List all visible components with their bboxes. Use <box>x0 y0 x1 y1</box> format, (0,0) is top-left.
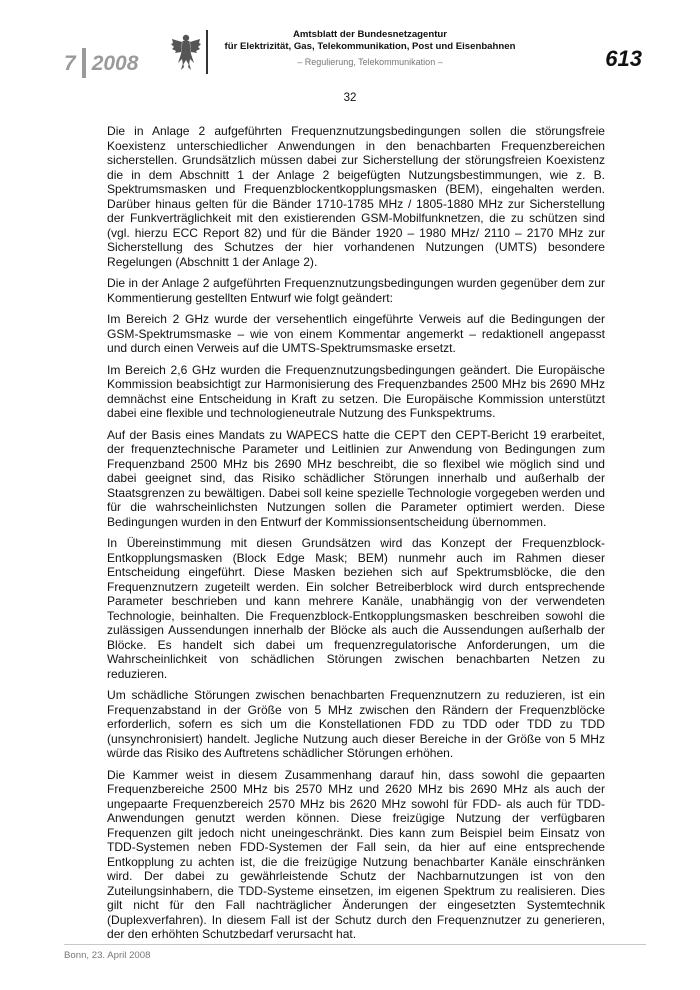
document-body <box>107 124 605 949</box>
paragraph: Auf der Basis eines Mandats zu WAPECS hatte die CEPT den CEPT-Bericht 19 erarbeitet, der frequenztechnische Parameter und Leitlinien zur Anwendung von Bedingungen zum Frequenzband 2500 MHz bis 2690 MHz beschreibt, die so flexibel wie möglich sind und dabei geeignet sind, das Risiko schädlicher Störungen innerhalb und außerhalb der Staatsgrenzen zu bewältigen. Dabei soll keine spezielle Technologie vorgegeben werden und für die wahrscheinlichsten Nutzungen sollen die Parameter optimiert werden. Diese Bedingungen wurden in den Entwurf der Kommissionsentscheidung übernommen. <box>107 427 605 529</box>
footer-place-date: Bonn, 23. April 2008 <box>64 950 151 961</box>
page-number: 613 <box>605 46 642 71</box>
header-divider <box>206 30 208 74</box>
paragraph: Die in Anlage 2 aufgeführten Frequenznutzungsbedingungen sollen die störungsfreie Koexistenz unterschiedlicher Anwendungen in den benachbarten Frequenzbereichen sicherstellen. Grundsätzlich müssen dabei zur Sicherstellung der störungsfreien Koexistenz die in dem Abschnitt 1 der Anlage 2 beigefügten Nutzungsbestimmungen, wie z. B. Spektrumsmasken und Frequenzblockentkopplungsmasken (BEM), eingehalten werden. Darüber hinaus gelten für die Bänder 1710-1785 MHz / 1805-1880 MHz zur Sicherstellung der Funkverträglichkeit mit den existierenden GSM-Mobilfunknetzen, die zu schützen sind (vgl. hierzu ECC Report 82) und für die Bänder 1920 – 1980 MHz/ 2110 – 2170 MHz zur Sicherstellung des Schutzes der hier vorhandenen Nutzungen (UMTS) besondere Regelungen (Abschnitt 1 der Anlage 2). <box>107 124 605 269</box>
footer-rule <box>64 944 646 945</box>
gazette-subtitle: – Regulierung, Telekommunikation – <box>297 57 443 67</box>
federal-eagle-icon <box>170 32 202 72</box>
gazette-title-line1: Amtsblatt der Bundesnetzagentur <box>292 29 448 40</box>
paragraph: Die in der Anlage 2 aufgeführten Frequenznutzungsbedingungen wurden gegenüber dem zur Kommentierung gestellten Entwurf wie folgt geändert: <box>107 276 605 305</box>
paragraph: In Übereinstimmung mit diesen Grundsätzen wird das Konzept der Frequenzblock-Entkopplungsmasken (Block Edge Mask; BEM) nunmehr auch im Rahmen dieser Entscheidung eingeführt. Diese Masken beziehen sich auf Spektrumsblöcke, die den Frequenznutzern zugeteilt werden. Ein solcher Betreiberblock wird durch entsprechende Parameter beschrieben und kann mehrere Kanäle, unabhängig von der verwendeten Technologie, beinhalten. Die Frequenzblock-Entkopplungsmasken beschreiben sowohl die zulässigen Aussendungen innerhalb der Blöcke als auch die Aussendungen außerhalb der Blöcke. Es handelt sich dabei um frequenzregulatorische Anforderungen, um die Wahrscheinlichkeit von schädlichen Störungen zwischen benachbarten Netzen zu reduzieren. <box>107 536 605 681</box>
inner-page-number: 32 <box>343 92 357 104</box>
gazette-title-line2: für Elektrizität, Gas, Telekommunikation, Post und Eisenbahnen <box>224 41 516 52</box>
paragraph: Um schädliche Störungen zwischen benachbarten Frequenznutzern zu reduzieren, ist ein Frequenzabstand in der Größe von 5 MHz zwischen den Rändern der Frequenzblöcke erforderlich, sofern es sich um die Konstellationen FDD zu TDD oder TDD zu TDD (unsynchronisiert) handelt. Jegliche Nutzung auch dieser Bereiche in der Größe von 5 MHz würde das Risiko des Auftretens schädlicher Störungen erhöhen. <box>107 688 605 760</box>
paragraph: Im Bereich 2,6 GHz wurden die Frequenznutzungsbedingungen geändert. Die Europäische Kommission beabsichtigt zur Harmonisierung des Frequenzbandes 2500 MHz bis 2690 MHz demnächst eine Entscheidung in Kraft zu setzen. Die Europäische Kommission unterstützt dabei eine flexible und technologieneutrale Nutzung des Funkspektrums. <box>107 362 605 420</box>
gazette-title <box>220 29 520 53</box>
paragraph: Die Kammer weist in diesem Zusammenhang darauf hin, dass sowohl die gepaarten Frequenzbereiche 2500 MHz bis 2570 MHz und 2620 MHz bis 2690 MHz als auch der ungepaarte Frequenzbereich 2570 MHz bis 2620 MHz sowohl für FDD- als auch für TDD-Anwendungen genutzt werden können. Diese freizügige Nutzung der verfügbaren Frequenzen gilt jedoch nicht uneingeschränkt. Dies kann zum Beispiel beim Einsatz von TDD-Systemen neben FDD-Systemen der Fall sein, da hier auf eine entsprechende Entkopplung zu achten ist, die die freizügige Nutzung benachbarter Kanäle einschränken wird. Der dabei zu gewährleistende Schutz der Nachbarnutzungen ist von den Zuteilungsinhabern, die TDD-Systeme einsetzen, im eigenen Spektrum zu realisieren. Dies gilt nicht für den Fall nachträglicher Änderungen der eingesetzten Systemtechnik (Duplexverfahren). In diesem Fall ist der Schutz durch den Frequenznutzer zu generieren, der den erhöhten Schutzbedarf verursacht hat. <box>107 767 605 941</box>
issue-divider <box>82 48 86 78</box>
issue-year: 2008 <box>91 51 139 75</box>
paragraph: Im Bereich 2 GHz wurde der versehentlich eingeführte Verweis auf die Bedingungen der GSM-Spektrumsmaske – wie von einem Kommentar angemerkt – redaktionell angepasst und durch einen Verweis auf die UMTS-Spektrumsmaske ersetzt. <box>107 312 605 355</box>
issue-no: 7 <box>64 51 76 75</box>
issue-number <box>64 48 138 78</box>
